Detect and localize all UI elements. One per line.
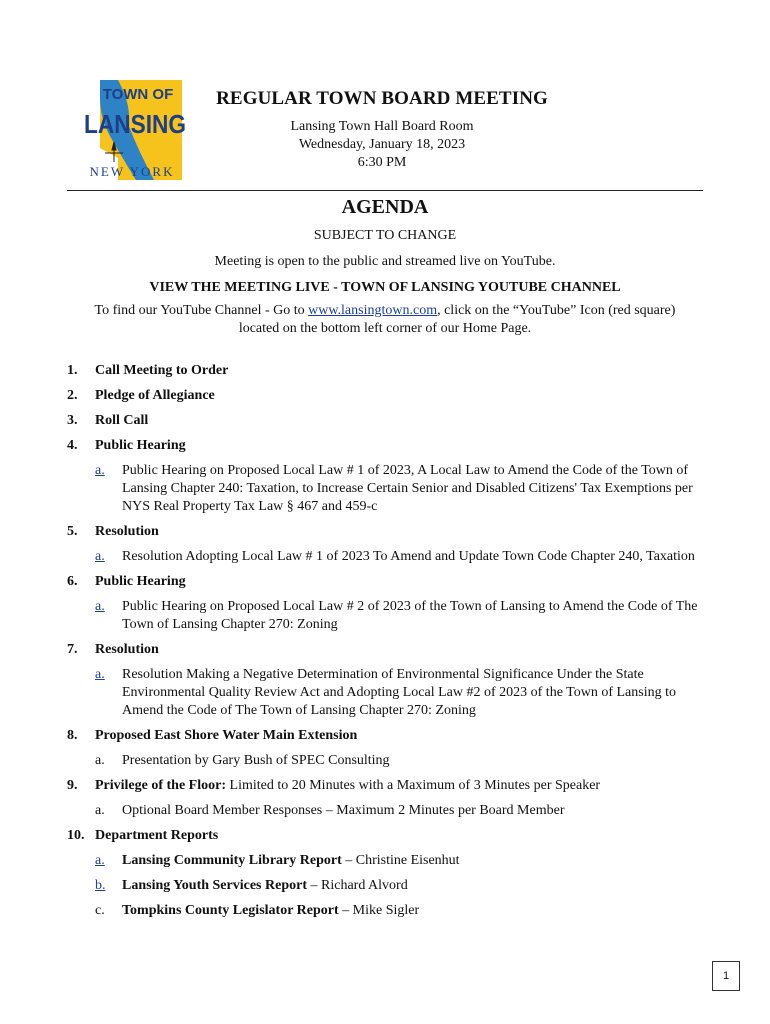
report-link[interactable]: b.	[95, 878, 106, 893]
report-item: c. Tompkins County Legislator Report – Mike Sigler	[95, 903, 420, 918]
agenda-subitem: a. Resolution Adopting Local Law # 1 of 2023 To Amend and Update Town Code Chapter 240, Taxation	[95, 549, 695, 564]
agenda-items	[67, 362, 712, 920]
report-link[interactable]: a.	[95, 853, 105, 868]
logo-line2: LANSING	[84, 109, 186, 139]
agenda-item: 2. Pledge of Allegiance	[67, 388, 215, 403]
find-channel-note: To find our YouTube Channel - Go to www.lansingtown.com, click on the “YouTube” Icon (red square) located on the bottom left corner of our Home Page.	[94, 303, 676, 336]
report-item: a. Lansing Community Library Report – Christine Eisenhut	[95, 853, 460, 868]
agenda-item: 9. Privilege of the Floor: Limited to 20 Minutes with a Maximum of 3 Minutes per Speaker	[67, 778, 601, 793]
logo-line3: NEW YORK	[89, 164, 175, 179]
subitem-link[interactable]: a.	[95, 549, 105, 564]
meeting-title: REGULAR TOWN BOARD MEETING	[216, 88, 548, 109]
subitem-link[interactable]: a.	[95, 599, 105, 614]
agenda-item: 8. Proposed East Shore Water Main Extension	[67, 728, 358, 743]
agenda-title: AGENDA	[341, 196, 429, 218]
agenda-item: 6. Public Hearing	[67, 574, 186, 589]
agenda-subitem: a. Public Hearing on Proposed Local Law # 2 of 2023 of the Town of Lansing to Amend the Code of The Town of Lansing Chapter 270: Zoning	[95, 599, 698, 632]
view-live-heading: VIEW THE MEETING LIVE - TOWN OF LANSING YOUTUBE CHANNEL	[149, 280, 621, 295]
agenda-subitem: a. Presentation by Gary Bush of SPEC Consulting	[95, 753, 390, 768]
meeting-header	[196, 88, 568, 172]
open-note: Meeting is open to the public and streamed live on YouTube.	[214, 254, 556, 269]
agenda-subitem: a. Public Hearing on Proposed Local Law # 1 of 2023, A Local Law to Amend the Code of the Town of Lansing Chapter 240: Taxation, to Increase Certain Senior and Disabled Citizens' Tax Exemptions per NYS Real Property Tax Law § 467 and 459-c	[95, 463, 693, 514]
agenda-item: 4. Public Hearing	[67, 438, 186, 453]
town-logo	[80, 78, 186, 182]
subitem-link[interactable]: a.	[95, 463, 105, 478]
agenda-item: 5. Resolution	[67, 524, 159, 539]
report-item: b. Lansing Youth Services Report – Richard Alvord	[95, 878, 408, 893]
meeting-location: Lansing Town Hall Board Room	[290, 119, 474, 134]
page-number: 1	[712, 961, 740, 991]
header-divider	[67, 190, 703, 191]
logo-line1: TOWN OF	[102, 86, 174, 103]
agenda-item: 10. Department Reports	[67, 828, 219, 843]
agenda-subitem: a. Optional Board Member Responses – Maximum 2 Minutes per Board Member	[95, 803, 565, 818]
subitem-link[interactable]: a.	[95, 667, 105, 682]
meeting-date: Wednesday, January 18, 2023	[298, 137, 466, 152]
meeting-time: 6:30 PM	[357, 155, 407, 170]
agenda-item: 7. Resolution	[67, 642, 159, 657]
agenda-item: 1. Call Meeting to Order	[67, 363, 229, 378]
subject-to-change: SUBJECT TO CHANGE	[313, 228, 457, 243]
agenda-subitem: a. Resolution Making a Negative Determination of Environmental Significance Under the State Environmental Quality Review Act and Adopting Local Law #2 of 2023 of the Town of Lansing to Amend the Code of The Town of Lansing Chapter 270: Zoning	[95, 667, 676, 718]
agenda-intro	[40, 195, 730, 338]
agenda-item: 3. Roll Call	[67, 413, 149, 428]
website-link[interactable]: www.lansingtown.com	[308, 303, 438, 318]
